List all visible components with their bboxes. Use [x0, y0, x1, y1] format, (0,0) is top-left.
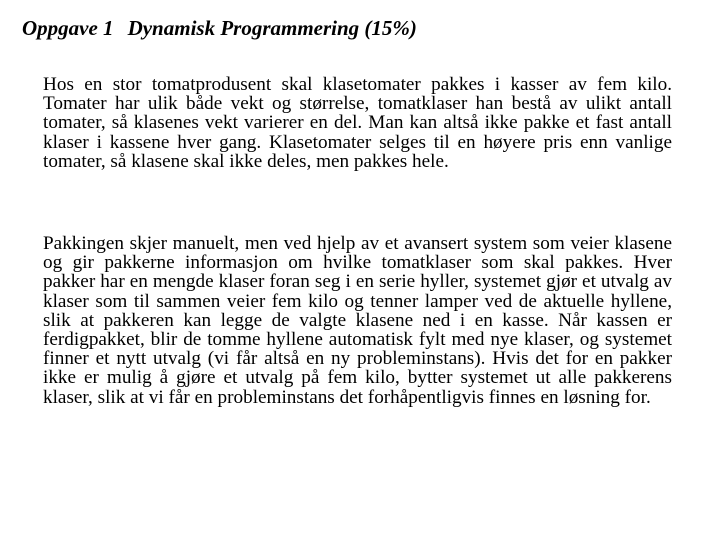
task-topic: Dynamisk Programmering (15%) [127, 16, 417, 40]
paragraph-packing-system: Pakkingen skjer manuelt, men ved hjelp av et avansert system som veier klasene og gir pakkerne informasjon om hvilke tomatklaser som skal pakkes. Hver pakker har en mengde klaser foran seg i en serie hyller, systemet gjør et utvalg av klaser som til sammen veier fem kilo og tenner lamper ved de aktuelle hyllene, slik at pakkeren kan legge de valgte klasene ned i en kasse. Når kassen er ferdigpakket, blir de tomme hyllene automatisk fylt med nye klaser, og systemet finner et nytt utvalg (vi får altså en ny probleminstans). Hvis det for en pakker ikke er mulig å gjøre et utvalg på fem kilo, bytter systemet ut alle pakkerens klaser, slik at vi får en probleminstans det forhåpentligvis finnes en løsning for. [43, 233, 672, 408]
paragraph-intro: Hos en stor tomatprodusent skal klasetomater pakkes i kasser av fem kilo. Tomater har ulik både vekt og størrelse, tomatklaser han bestå av ulikt antall tomater, så klasenes vekt varierer en del. Man kan altså ikke pakke et fast antall klaser i kassene hver gang. Klasetomater selges til en høyere pris enn vanlige tomater, så klasene skal ikke deles, men pakkes hele. [43, 74, 672, 172]
task-title [22, 14, 417, 42]
task-number: Oppgave 1 [22, 16, 114, 40]
